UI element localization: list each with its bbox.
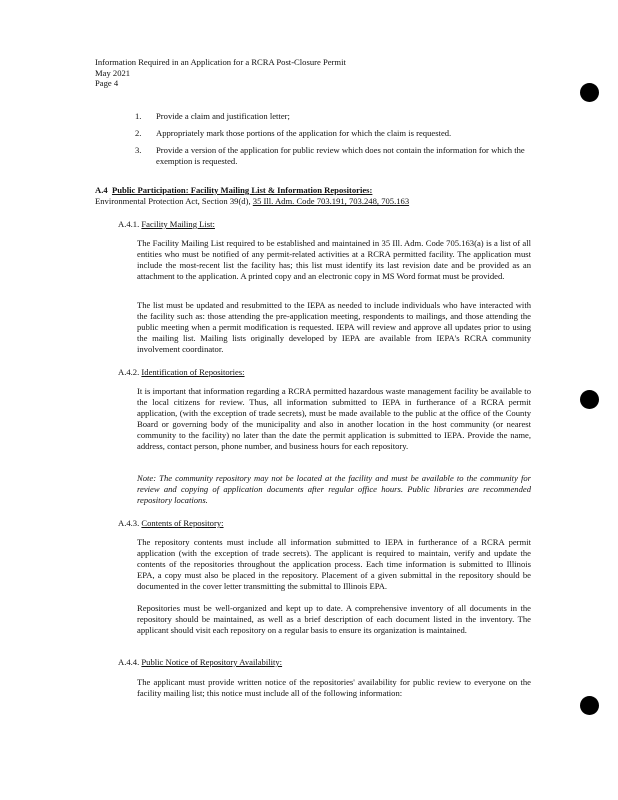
paragraph: Repositories must be well-organized and kept up to date. A comprehensive inventory of all documents in the repository should be maintained, as well as a brief description of each document listed in the inventory. The applicant should visit each repository on a regular basis to ensure its organization is maintained.	[137, 603, 531, 635]
note-text: Note: The community repository may not be located at the facility and must be available to the community for review and copying of application documents after regular office hours. Public libraries are recommended repository locations.	[137, 473, 531, 505]
list-item-text: Appropriately mark those portions of the application for which the claim is requested.	[156, 128, 452, 138]
section-title-text: Public Participation: Facility Mailing List & Information Repositories:	[111, 185, 373, 195]
section-title	[95, 185, 525, 196]
binder-hole-bottom	[580, 696, 599, 715]
paragraph: It is important that information regarding a RCRA permitted hazardous waste management facility be available to the local citizens for review. Thus, all information submitted to IEPA in furtherance of a RCRA permit application, (with the exception of trade secrets), must be made available to the public at the office of the County Board or governing body of the municipality and also in another location in the host community (or nearest community to the facility) no later than the date the permit application is submitted to IEPA. Provide the name, address, contact person, phone number, and business hours for each repository.	[137, 386, 531, 451]
subsection-title: Identification of Repositories:	[141, 367, 245, 377]
section-number: A.4	[95, 185, 108, 195]
list-item	[135, 145, 530, 167]
note-paragraph	[137, 473, 531, 506]
paragraph: The applicant must provide written notice of the repositories' availability for public review to everyone on the facility mailing list; this notice must include all of the following information:	[137, 677, 531, 698]
page-number: Page 4	[95, 78, 119, 89]
subsection-title: Facility Mailing List:	[141, 219, 215, 229]
binder-hole-middle	[580, 390, 599, 409]
subsection-number: A.4.1.	[118, 219, 140, 229]
citation-prefix: Environmental Protection Act, Section 39(d),	[95, 196, 253, 206]
paragraph: The repository contents must include all information submitted to IEPA in furtherance of a RCRA permit application (with the exception of trade secrets). The applicant is required to maintain, verify and update the contents of the repositories throughout the application process. Each time information is submitted to Illinois EPA, a copy must also be placed in the repository. Placement of a given submittal in the repository should be documented in the cover letter transmitting the submittal to Illinois EPA.	[137, 537, 531, 591]
list-item-text: Provide a version of the application for public review which does not contain the information for which the exemption is requested.	[156, 145, 525, 166]
list-item-number: 2.	[135, 128, 142, 138]
subsection-number: A.4.4.	[118, 657, 140, 667]
document-title: Information Required in an Application for a RCRA Post-Closure Permit	[95, 57, 346, 67]
subsection-heading-a44	[118, 657, 282, 668]
subsection-heading-a41	[118, 219, 215, 230]
subsection-title: Public Notice of Repository Availability:	[141, 657, 283, 667]
list-item	[135, 111, 530, 122]
subsection-heading-a42	[118, 367, 245, 378]
subsection-number: A.4.3.	[118, 518, 140, 528]
subsection-heading-a43	[118, 518, 224, 529]
citation-link[interactable]: 35 Ill. Adm. Code 703.191, 703.248, 705.163	[252, 196, 410, 206]
list-item	[135, 128, 530, 139]
subsection-number: A.4.2.	[118, 367, 140, 377]
list-item-text: Provide a claim and justification letter;	[156, 111, 290, 121]
binder-hole-top	[580, 83, 599, 102]
paragraph: The Facility Mailing List required to be established and maintained in 35 Ill. Adm. Code 705.163(a) is a list of all entities who must be notified of any permit-related activities at a RCRA permitted facility. The application must include the most-recent list the facility has; this list must identify its last revision date and be provided as an attachment to the application. A printed copy and an electronic copy in MS Word format must be provided.	[137, 238, 531, 281]
page-header	[95, 57, 346, 89]
document-date: May 2021	[95, 67, 131, 78]
list-item-number: 3.	[135, 145, 142, 155]
numbered-list	[135, 111, 530, 173]
paragraph: The list must be updated and resubmitted to the IEPA as needed to include individuals who have interacted with the facility such as: those attending the pre-application meeting, respondents to mailings, and those attending the public meeting when a permit modification is requested. IEPA will review and approve all updates prior to using the mailing list. Mailing lists originally developed by IEPA are available from IEPA's RCRA community involvement coordinator.	[137, 300, 531, 354]
section-citation	[95, 196, 525, 207]
section-a4-heading	[95, 185, 525, 207]
list-item-number: 1.	[135, 111, 142, 121]
subsection-title: Contents of Repository:	[141, 518, 224, 528]
